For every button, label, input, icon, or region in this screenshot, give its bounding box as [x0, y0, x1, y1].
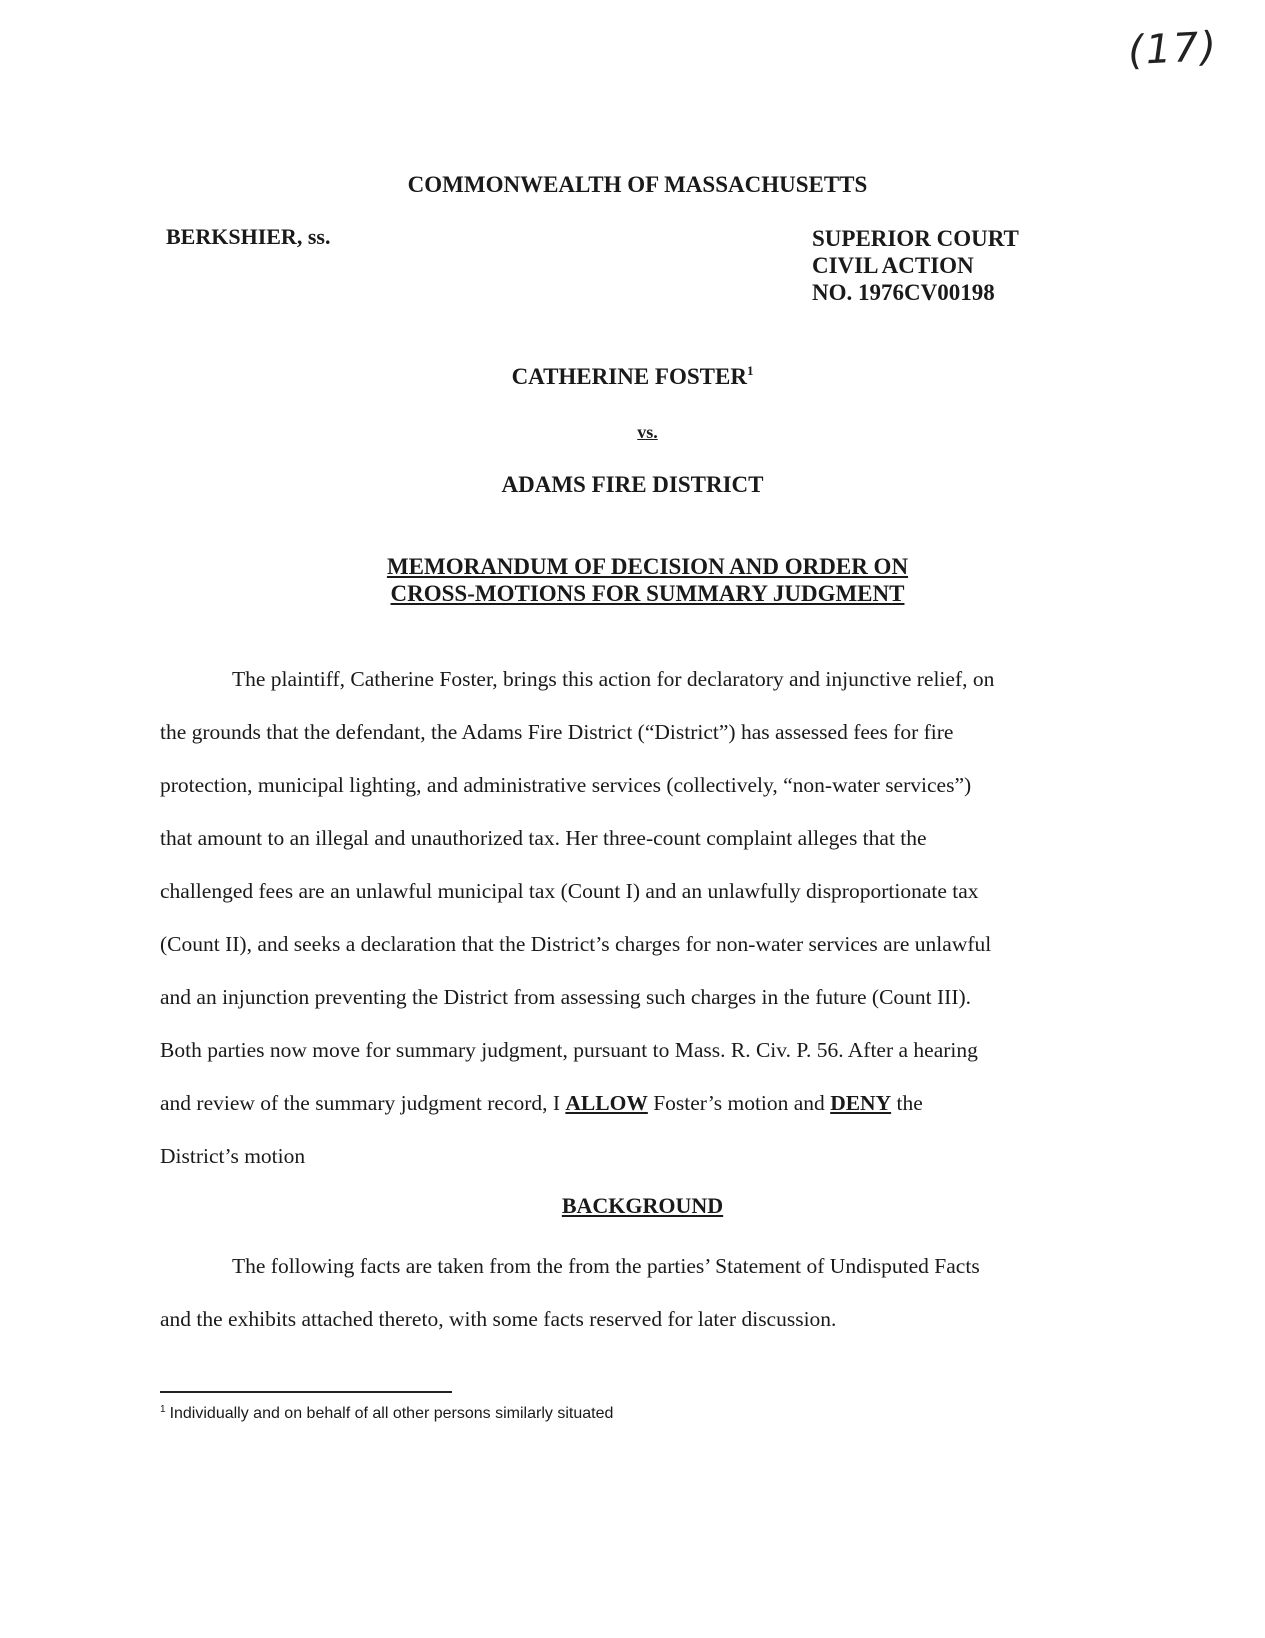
footnote-marker: 1 — [160, 1404, 166, 1415]
paragraph-line: and an injunction preventing the District from assessing such charges in the future (Count III). — [160, 985, 972, 1009]
ruling-line — [160, 1077, 1100, 1130]
title-line-1: MEMORANDUM OF DECISION AND ORDER ON — [386, 554, 909, 579]
allow-ruling: ALLOW — [565, 1091, 648, 1115]
paragraph-line: protection, municipal lighting, and administrative services (collectively, “non-water services”) — [160, 773, 972, 797]
introduction-paragraph — [160, 653, 1100, 1183]
paragraph-line: the grounds that the defendant, the Adams Fire District (“District”) has assessed fees for fire — [160, 720, 954, 744]
footnote-divider — [160, 1391, 452, 1393]
title-line-2: CROSS-MOTIONS FOR SUMMARY JUDGMENT — [390, 581, 905, 606]
ruling-text: Foster’s motion and — [647, 1091, 831, 1115]
court-name: SUPERIOR COURT — [812, 226, 1019, 251]
background-paragraph — [160, 1240, 1100, 1346]
paragraph-line: challenged fees are an unlawful municipal tax (Count I) and an unlawfully disproportionate tax — [160, 879, 979, 903]
ruling-text: the — [891, 1091, 923, 1115]
county-caption: BERKSHIER, ss. — [166, 224, 331, 249]
defendant-name: ADAMS FIRE DISTRICT — [501, 472, 764, 497]
paragraph-line: The plaintiff, Catherine Foster, brings this action for declaratory and injunctive relief, on — [232, 667, 995, 691]
footnote-text: Individually and on behalf of all other persons similarly situated — [169, 1405, 614, 1422]
plaintiff-name — [0, 363, 1265, 390]
deny-ruling: DENY — [830, 1091, 892, 1115]
commonwealth-heading: COMMONWEALTH OF MASSACHUSETTS — [407, 172, 868, 197]
plaintiff-footnote-marker: 1 — [746, 363, 754, 378]
background-heading: BACKGROUND — [561, 1193, 724, 1218]
ruling-text: and review of the summary judgment record, I — [160, 1091, 566, 1115]
document-title — [0, 553, 1265, 607]
action-type: CIVIL ACTION — [812, 253, 974, 278]
paragraph-line: (Count II), and seeks a declaration that the District’s charges for non-water services are unlawful — [160, 932, 992, 956]
plaintiff-text: CATHERINE FOSTER — [511, 364, 747, 389]
docket-number: NO. 1976CV00198 — [812, 280, 995, 305]
versus-label: vs. — [637, 422, 658, 442]
paragraph-line: The following facts are taken from the from the parties’ Statement of Undisputed Facts — [232, 1254, 980, 1278]
handwritten-page-number: (17) — [1126, 23, 1220, 75]
footnote — [160, 1404, 613, 1423]
paragraph-line: Both parties now move for summary judgment, pursuant to Mass. R. Civ. P. 56. After a hearing — [160, 1038, 978, 1062]
paragraph-line: that amount to an illegal and unauthorized tax. Her three-count complaint alleges that the — [160, 826, 927, 850]
court-caption — [812, 225, 1019, 306]
paragraph-line: and the exhibits attached thereto, with some facts reserved for later discussion. — [160, 1307, 837, 1331]
paragraph-line: District’s motion — [160, 1144, 306, 1168]
